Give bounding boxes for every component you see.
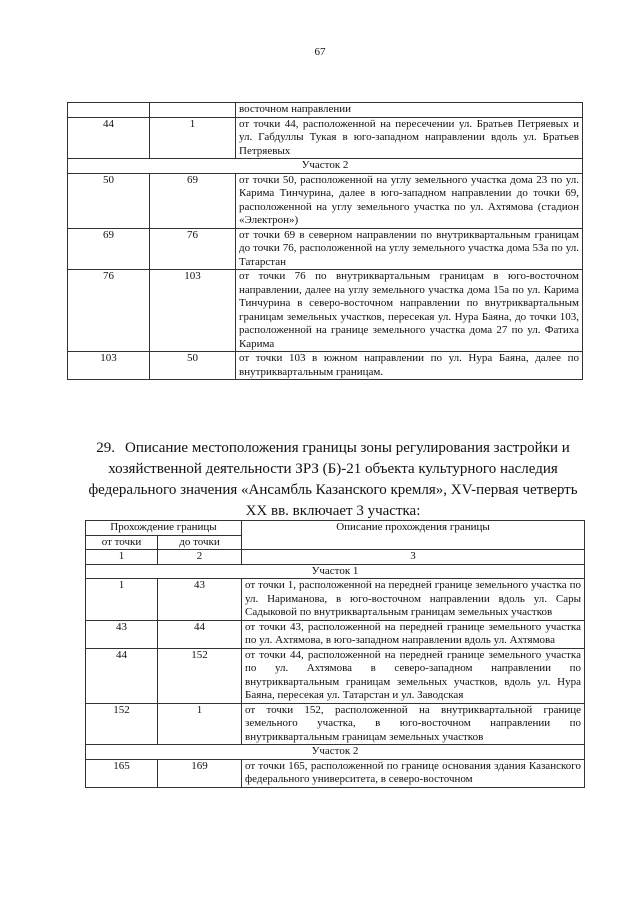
section-number: 29. — [96, 440, 115, 456]
table-row — [86, 648, 585, 703]
to-point-cell: 50 — [150, 352, 236, 380]
table-row — [68, 117, 583, 159]
header-from-point: от точки — [86, 535, 158, 550]
from-point-cell — [68, 103, 150, 118]
to-point-cell: 103 — [150, 270, 236, 352]
from-point-cell: 44 — [68, 117, 150, 159]
to-point-cell — [150, 103, 236, 118]
from-point-cell: 1 — [86, 579, 158, 621]
to-point-cell: 43 — [158, 579, 242, 621]
to-point-cell: 152 — [158, 648, 242, 703]
to-point-cell: 76 — [150, 228, 236, 270]
header-col-2: 2 — [158, 550, 242, 565]
description-cell: от точки 1, расположенной на передней границе земельного участка по ул. Нариманова, в юго-восточном направлении вдоль ул. Сары Садыковой по внутриквартальным границам земельных участков — [242, 579, 585, 621]
table-row — [86, 759, 585, 787]
from-point-cell: 152 — [86, 703, 158, 745]
header-to-point: до точки — [158, 535, 242, 550]
header-col-1: 1 — [86, 550, 158, 565]
section-label: Участок 2 — [86, 745, 585, 760]
table-row — [86, 703, 585, 745]
section-label: Участок 1 — [86, 564, 585, 579]
section-label: Участок 2 — [68, 159, 583, 174]
from-point-cell: 44 — [86, 648, 158, 703]
section-text: Описание местоположения границы зоны регулирования застройки и хозяйственной деятельности ЗРЗ (Б)-21 объекта культурного наследия федерального значения «Ансамбль Казанского кремля», XV-первая четверть XX вв. включает 3 участка: — [88, 440, 578, 519]
to-point-cell: 44 — [158, 620, 242, 648]
table-row — [68, 270, 583, 352]
table-row — [86, 620, 585, 648]
from-point-cell: 165 — [86, 759, 158, 787]
description-cell: от точки 50, расположенной на углу земельного участка дома 23 по ул. Карима Тинчурина, далее в юго-западном направлении до точки 69, расположенной на углу земельного участка по ул. Ахтямова (стадион «Электрон») — [236, 173, 583, 228]
to-point-cell: 169 — [158, 759, 242, 787]
description-cell: от точки 44, расположенной на пересечении ул. Братьев Петряевых и ул. Габдуллы Тукая в юго-западном направлении вдоль ул. Братьев Петряевых — [236, 117, 583, 159]
header-description: Описание прохождения границы — [242, 521, 585, 550]
table-row — [68, 352, 583, 380]
header-col-3: 3 — [242, 550, 585, 565]
table-row — [68, 228, 583, 270]
to-point-cell: 1 — [150, 117, 236, 159]
description-cell: от точки 103 в южном направлении по ул. Нура Баяна, далее по внутриквартальным границам. — [236, 352, 583, 380]
boundary-table-zrz-b21 — [85, 520, 585, 788]
boundary-table-continued — [67, 102, 583, 380]
description-cell: восточном направлении — [236, 103, 583, 118]
page-number: 67 — [314, 46, 326, 58]
description-cell: от точки 44, расположенной на передней границе земельного участка по ул. Ахтямова в северо-западном направлении по внутриквартальным границам земельных участков, вдоль ул. Нура Баяна, пересекая ул. Татарстан и ул. Заводская — [242, 648, 585, 703]
description-cell: от точки 165, расположенной по границе основания здания Казанского федерального университета, в северо-восточном — [242, 759, 585, 787]
to-point-cell: 69 — [150, 173, 236, 228]
header-passage: Прохождение границы — [86, 521, 242, 536]
from-point-cell: 103 — [68, 352, 150, 380]
from-point-cell: 76 — [68, 270, 150, 352]
from-point-cell: 69 — [68, 228, 150, 270]
section-row — [86, 745, 585, 760]
description-cell: от точки 43, расположенной на передней границе земельного участка по ул. Ахтямова, в юго-западном направлении вдоль ул. Ахтямова — [242, 620, 585, 648]
section-row — [86, 564, 585, 579]
description-cell: от точки 76 по внутриквартальным границам в юго-восточном направлении, далее на углу земельного участка дома 15а по ул. Карима Тинчурина в северо-восточном направлении по внутриквартальным границам земельных участков, пересекая ул. Нура Баяна, до точки 103, расположенной на границе земельного участка дома 27 по ул. Фатиха Карима — [236, 270, 583, 352]
from-point-cell: 50 — [68, 173, 150, 228]
table-row — [86, 579, 585, 621]
description-cell: от точки 152, расположенной на внутриквартальной границе земельного участка, в юго-восточном направлении по внутриквартальным границам земельных участков — [242, 703, 585, 745]
to-point-cell: 1 — [158, 703, 242, 745]
section-29-heading — [83, 438, 583, 522]
table-row — [68, 103, 583, 118]
table-row — [68, 173, 583, 228]
description-cell: от точки 69 в северном направлении по внутриквартальным границам до точки 76, расположенной на углу земельного участка дома 53а по ул. Татарстан — [236, 228, 583, 270]
section-row — [68, 159, 583, 174]
from-point-cell: 43 — [86, 620, 158, 648]
